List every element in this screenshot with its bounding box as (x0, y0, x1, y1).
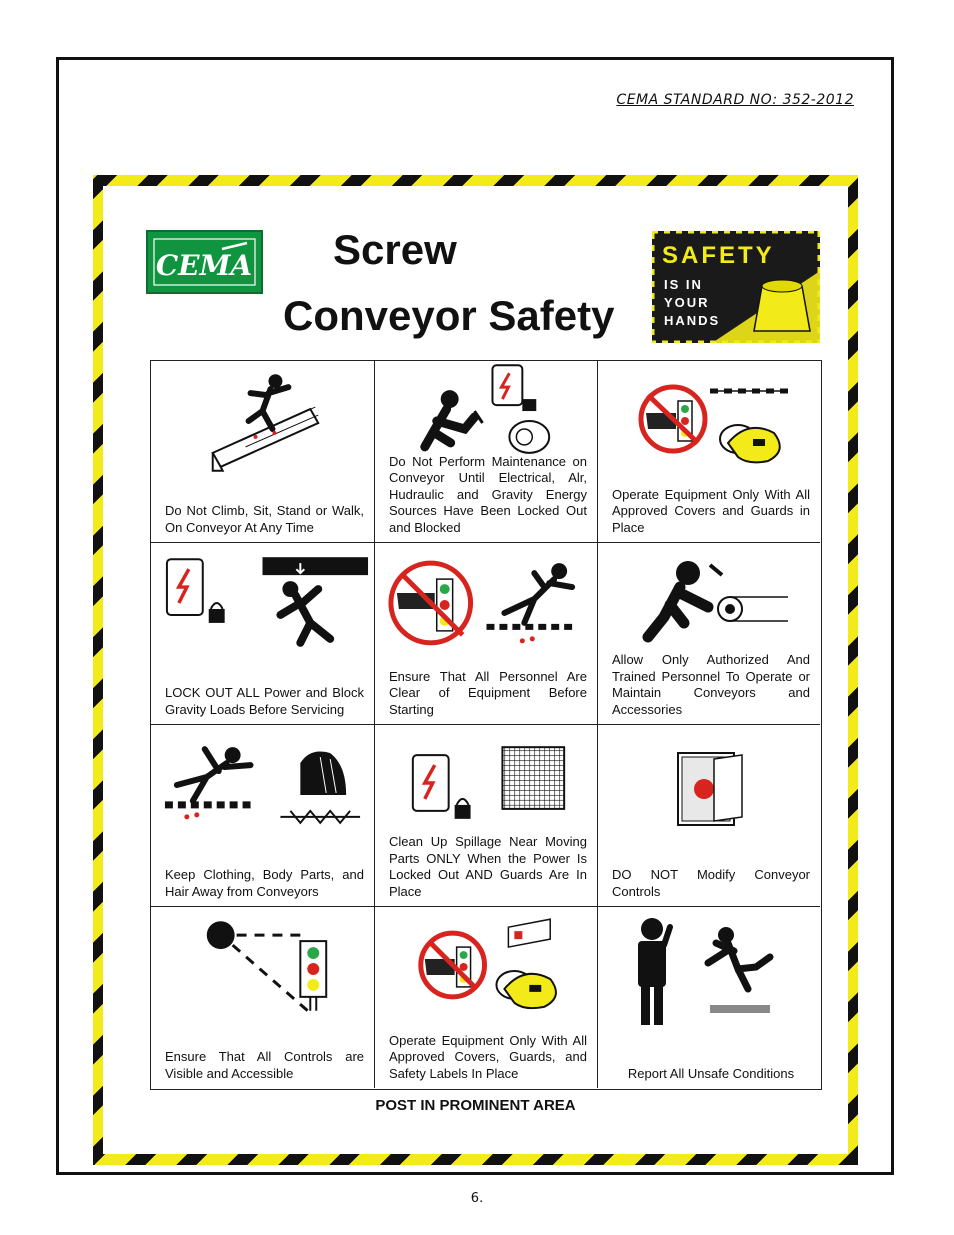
lockout-gravity-icon (151, 543, 374, 661)
rule-cell (598, 725, 820, 907)
safety-rules-grid (150, 360, 822, 1090)
safety-in-your-hands-badge (652, 231, 820, 343)
page-number: 6. (470, 1191, 484, 1206)
badge-line3: YOUR (664, 295, 710, 310)
person-falling-on-conveyor-icon (151, 361, 374, 479)
rule-caption: Operate Equipment Only With All Approved Covers, Guards, and Safety Labels In Place (389, 1032, 587, 1081)
rule-caption: Allow Only Authorized And Trained Personnel To Operate or Maintain Conveyors and Accessories (612, 652, 810, 717)
rule-cell (375, 725, 598, 907)
rule-caption: DO NOT Modify Conveyor Controls (612, 867, 810, 899)
safety-poster (93, 175, 858, 1165)
poster-body (103, 186, 848, 1154)
keep-away-icon (151, 725, 374, 843)
rule-cell (151, 725, 375, 907)
rule-cell (151, 543, 375, 725)
cema-logo (146, 230, 263, 294)
rule-cell (375, 361, 598, 543)
standard-number: CEMA STANDARD NO: 352-2012 (616, 92, 854, 108)
badge-line1: SAFETY (662, 242, 775, 269)
personnel-clear-icon (375, 543, 597, 661)
authorized-personnel-icon (598, 543, 820, 661)
cema-logo-mark (152, 237, 257, 287)
labels-in-place-icon (375, 907, 597, 1025)
rule-cell (598, 907, 820, 1088)
report-unsafe-icon (598, 907, 820, 1025)
guards-in-place-icon (598, 361, 820, 479)
rule-caption: LOCK OUT ALL Power and Block Gravity Loads Before Servicing (165, 685, 364, 717)
rule-caption: Operate Equipment Only With All Approved Covers and Guards in Place (612, 486, 810, 535)
poster-title-line2: Conveyor Safety (283, 292, 615, 339)
visible-controls-icon (151, 907, 374, 1025)
rule-cell (151, 361, 375, 543)
rule-caption: Ensure That All Personnel Are Clear of Equipment Before Starting (389, 668, 587, 717)
rule-cell (375, 907, 598, 1088)
rule-caption: Keep Clothing, Body Parts, and Hair Away from Conveyors (165, 867, 364, 899)
rule-caption: Do Not Climb, Sit, Stand or Walk, On Conveyor At Any Time (165, 503, 364, 535)
poster-title-line1: Screw (333, 226, 457, 273)
rule-cell (598, 543, 820, 725)
rule-cell (598, 361, 820, 543)
svg-text:CEMA: CEMA (155, 249, 253, 282)
badge-line2: IS IN (664, 277, 703, 292)
post-notice: POST IN PROMINENT AREA (375, 1097, 576, 1114)
rule-caption: Clean Up Spillage Near Moving Parts ONLY When the Power Is Locked Out AND Guards Are In Place (389, 834, 587, 899)
badge-line4: HANDS (664, 313, 721, 328)
rule-caption: Do Not Perform Maintenance on Conveyor Until Electrical, Alr, Hudraulic and Gravity Energy Sources Have Been Locked Out and Blocked (389, 453, 587, 535)
rule-cell (375, 543, 598, 725)
rule-cell (151, 907, 375, 1088)
rule-caption: Report All Unsafe Conditions (627, 1065, 795, 1081)
do-not-modify-icon (598, 725, 820, 843)
clean-spillage-icon (375, 725, 597, 843)
rule-caption: Ensure That All Controls are Visible and Accessible (165, 1049, 364, 1081)
